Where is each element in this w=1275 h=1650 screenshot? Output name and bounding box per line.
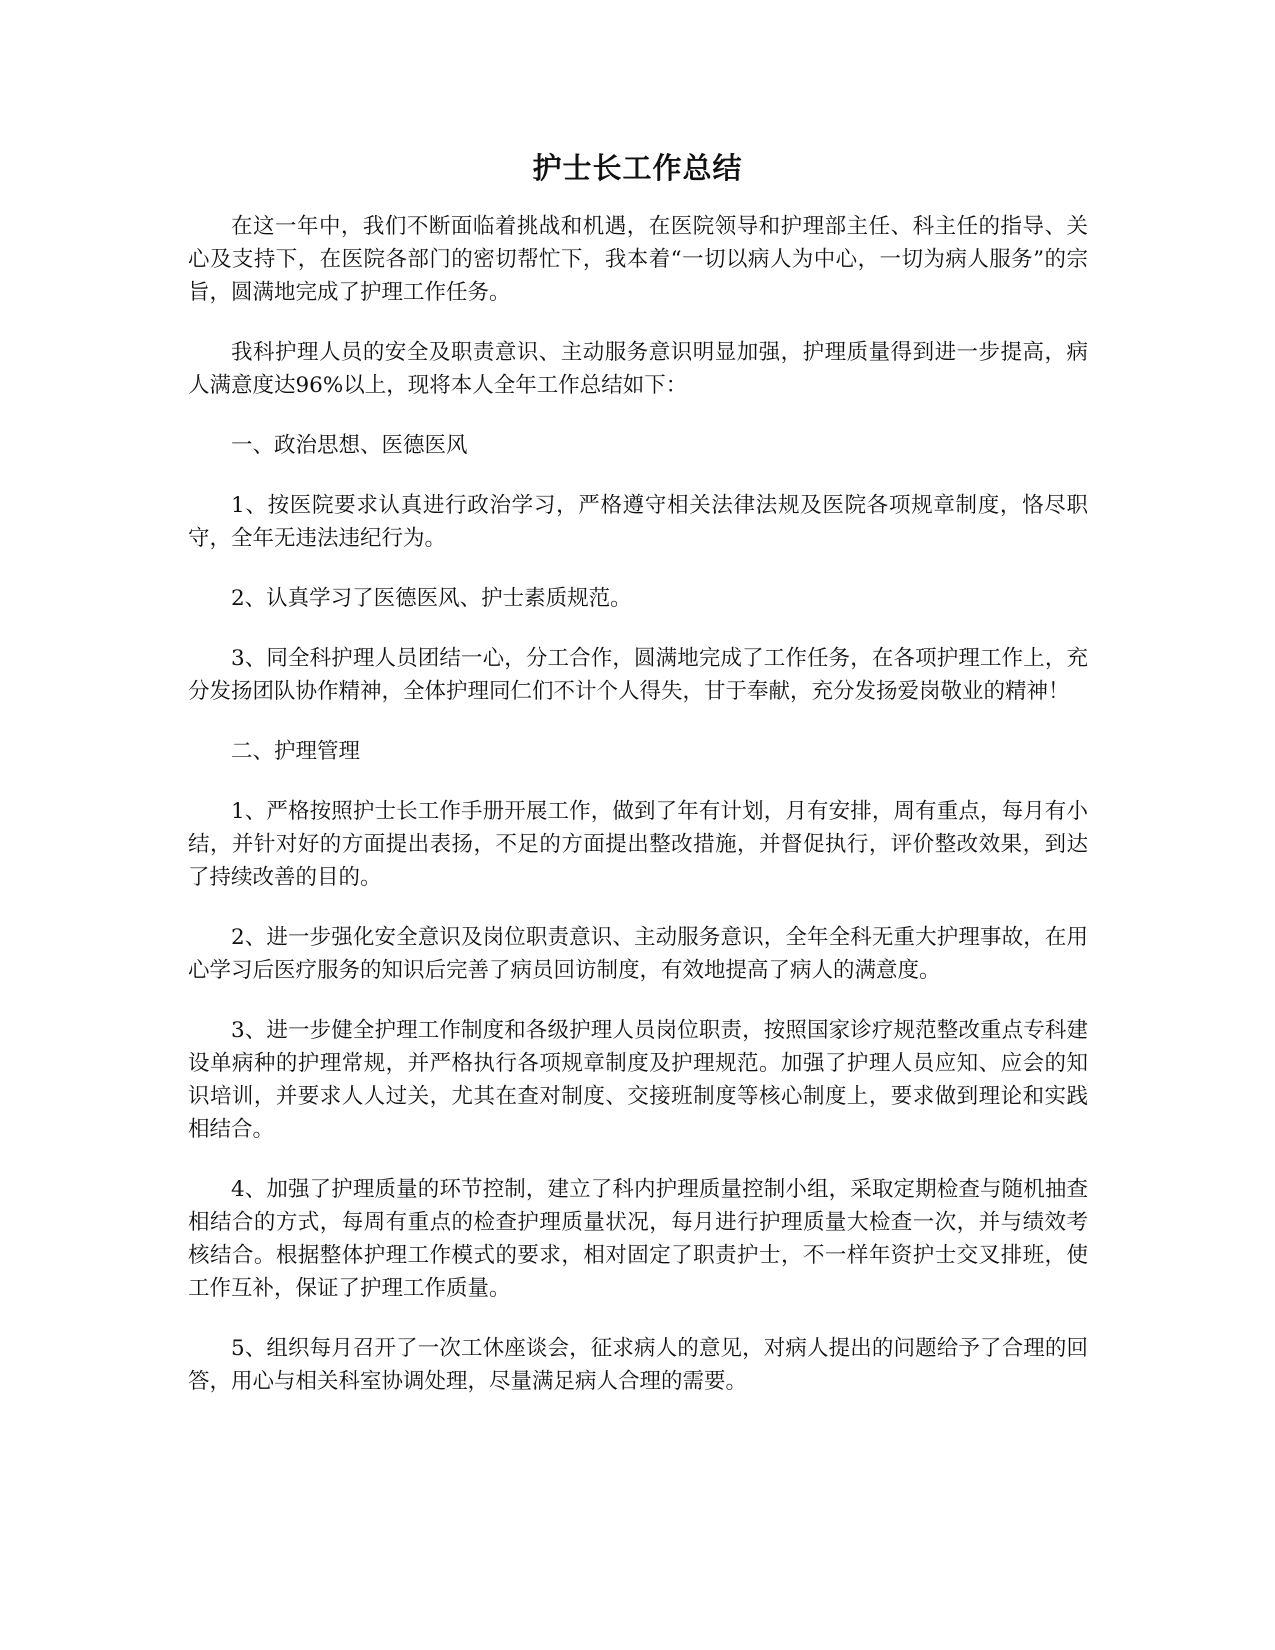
paragraph-management-3: 3、进一步健全护理工作制度和各级护理人员岗位职责，按照国家诊疗规范整改重点专科建设单病种的护理常规，并严格执行各项规章制度及护理规范。加强了护理人员应知、应会的知识培训，并要求人人过关，尤其在查对制度、交接班制度等核心制度上，要求做到理论和实践相结合。 [188, 1018, 1088, 1142]
section-heading-political: 一、政治思想、医德医风 [231, 433, 468, 458]
paragraph-overview: 我科护理人员的安全及职责意识、主动服务意识明显加强，护理质量得到进一步提高，病人满意度达96%以上，现将本人全年工作总结如下： [188, 340, 1088, 398]
paragraph-political-1: 1、按医院要求认真进行政治学习，严格遵守相关法律法规及医院各项规章制度，恪尽职守，全年无违法违纪行为。 [188, 493, 1088, 551]
paragraph-political-2: 2、认真学习了医德医风、护士素质规范。 [231, 586, 632, 611]
paragraph-management-2: 2、进一步强化安全意识及岗位职责意识、主动服务意识，全年全科无重大护理事故，在用心学习后医疗服务的知识后完善了病员回访制度，有效地提高了病人的满意度。 [188, 925, 1088, 983]
paragraph-management-1: 1、严格按照护士长工作手册开展工作，做到了年有计划，月有安排，周有重点，每月有小结，并针对好的方面提出表扬，不足的方面提出整改措施，并督促执行，评价整改效果，到达了持续改善的目的。 [188, 799, 1088, 890]
document-body [188, 210, 1088, 1425]
section-heading-management: 二、护理管理 [231, 739, 361, 764]
paragraph-political-3: 3、同全科护理人员团结一心，分工合作，圆满地完成了工作任务，在各项护理工作上，充分发扬团队协作精神，全体护理同仁们不计个人得失，甘于奉献，充分发扬爱岗敬业的精神！ [188, 646, 1088, 704]
paragraph-management-4: 4、加强了护理质量的环节控制，建立了科内护理质量控制小组，采取定期检查与随机抽查相结合的方式，每周有重点的检查护理质量状况，每月进行护理质量大检查一次，并与绩效考核结合。根据整体护理工作模式的要求，相对固定了职责护士，不一样年资护士交叉排班，使工作互补，保证了护理工作质量。 [188, 1177, 1088, 1301]
document-title: 护士长工作总结 [532, 151, 743, 185]
paragraph-intro: 在这一年中，我们不断面临着挑战和机遇，在医院领导和护理部主任、科主任的指导、关心及支持下，在医院各部门的密切帮忙下，我本着“一切以病人为中心，一切为病人服务”的宗旨，圆满地完成了护理工作任务。 [188, 214, 1088, 305]
paragraph-management-5: 5、组织每月召开了一次工休座谈会，征求病人的意见，对病人提出的问题给予了合理的回答，用心与相关科室协调处理，尽量满足病人合理的需要。 [188, 1336, 1088, 1394]
